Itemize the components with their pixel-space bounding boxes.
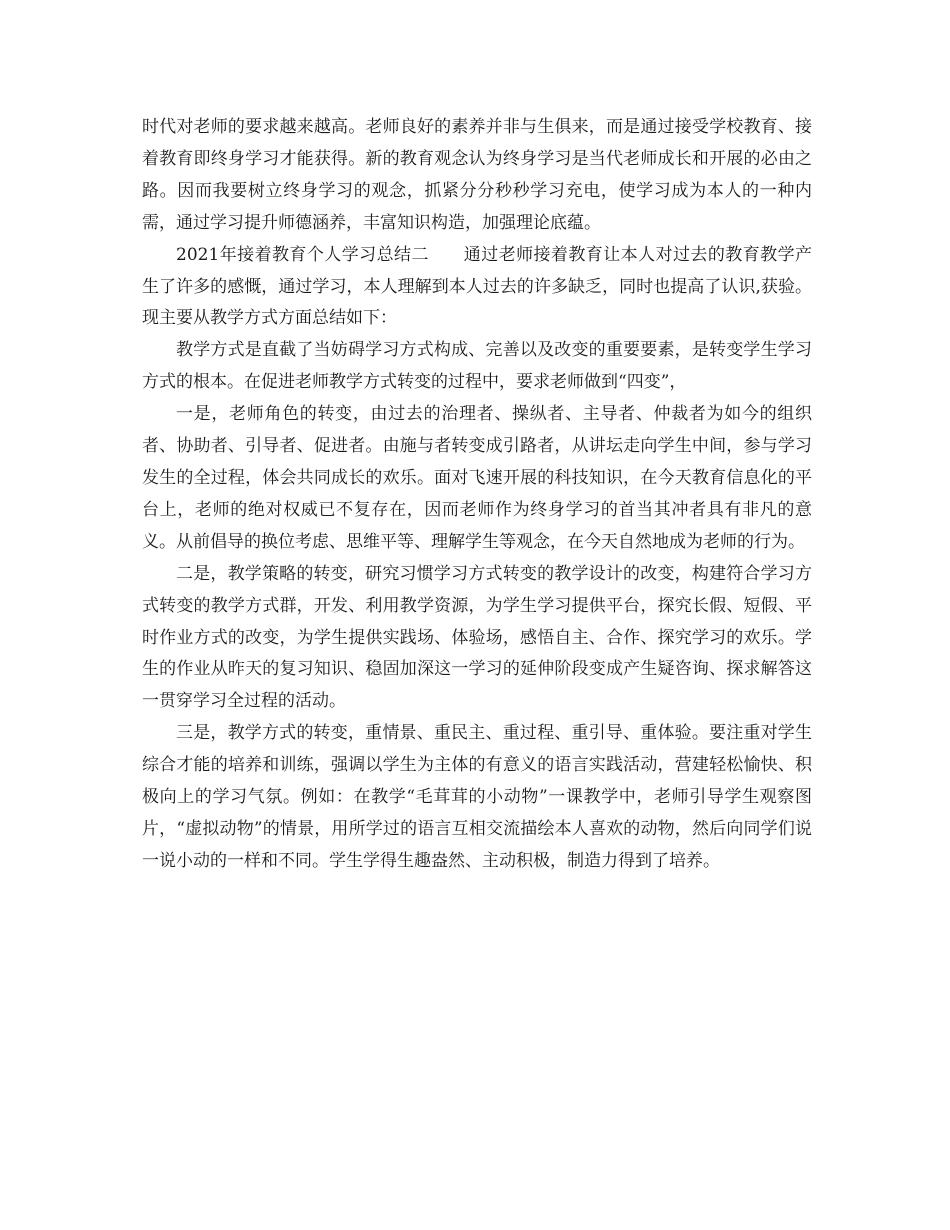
paragraph-1: 时代对老师的要求越来越高。老师良好的素养并非与生俱来，而是通过接受学校教育、接着教育即终身学习才能获得。新的教育观念认为终身学习是当代老师成长和开展的必由之路。因而我要树立终身学习的观念，抓紧分分秒秒学习充电，使学习成为本人的一种内需，通过学习提升师德涵养，丰富知识构造，加强理论底蕴。 <box>142 117 812 233</box>
paragraph-5: 二是，教学策略的转变，研究习惯学习方式转变的教学设计的改变，构建符合学习方式转变的教学方式群，开发、利用教学资源，为学生学习提供平台，探究长假、短假、平时作业方式的改变，为学生提供实践场、体验场，感悟自主、合作、探究学习的欢乐。学生的作业从昨天的复习知识、稳固加深这一学习的延伸阶段变成产生疑咨询、探求解答这一贯穿学习全过程的活动。 <box>142 563 812 712</box>
paragraph-3: 教学方式是直截了当妨碍学习方式构成、完善以及改变的重要要素，是转变学生学习方式的根本。在促进老师教学方式转变的过程中，要求老师做到“四变”， <box>142 340 812 393</box>
paragraph-2: 2021年接着教育个人学习总结二 通过老师接着教育让本人对过去的教育教学产生了许多的感慨，通过学习，本人理解到本人过去的许多缺乏，同时也提高了认识,获验。现主要从教学方式方面总结如下： <box>142 244 812 329</box>
paragraph-4: 一是，老师角色的转变，由过去的治理者、操纵者、主导者、仲裁者为如今的组织者、协助者、引导者、促进者。由施与者转变成引路者，从讲坛走向学生中间，参与学习发生的全过程，体会共同成长的欢乐。面对飞速开展的科技知识，在今天教育信息化的平台上，老师的绝对权威已不复存在，因而老师作为终身学习的首当其冲者具有非凡的意义。从前倡导的换位考虑、思维平等、理解学生等观念，在今天自然地成为老师的行为。 <box>142 404 812 552</box>
paragraph-6: 三是，教学方式的转变，重情景、重民主、重过程、重引导、重体验。要注重对学生综合才能的培养和训练，强调以学生为主体的有意义的语言实践活动，营建轻松愉快、积极向上的学习气氛。例如：在教学“毛茸茸的小动物”一课教学中，老师引导学生观察图片，“虚拟动物”的情景，用所学过的语言互相交流描绘本人喜欢的动物，然后向同学们说一说小动的一样和不同。学生学得生趣盎然、主动积极，制造力得到了培养。 <box>142 723 812 871</box>
document-body <box>142 112 812 878</box>
